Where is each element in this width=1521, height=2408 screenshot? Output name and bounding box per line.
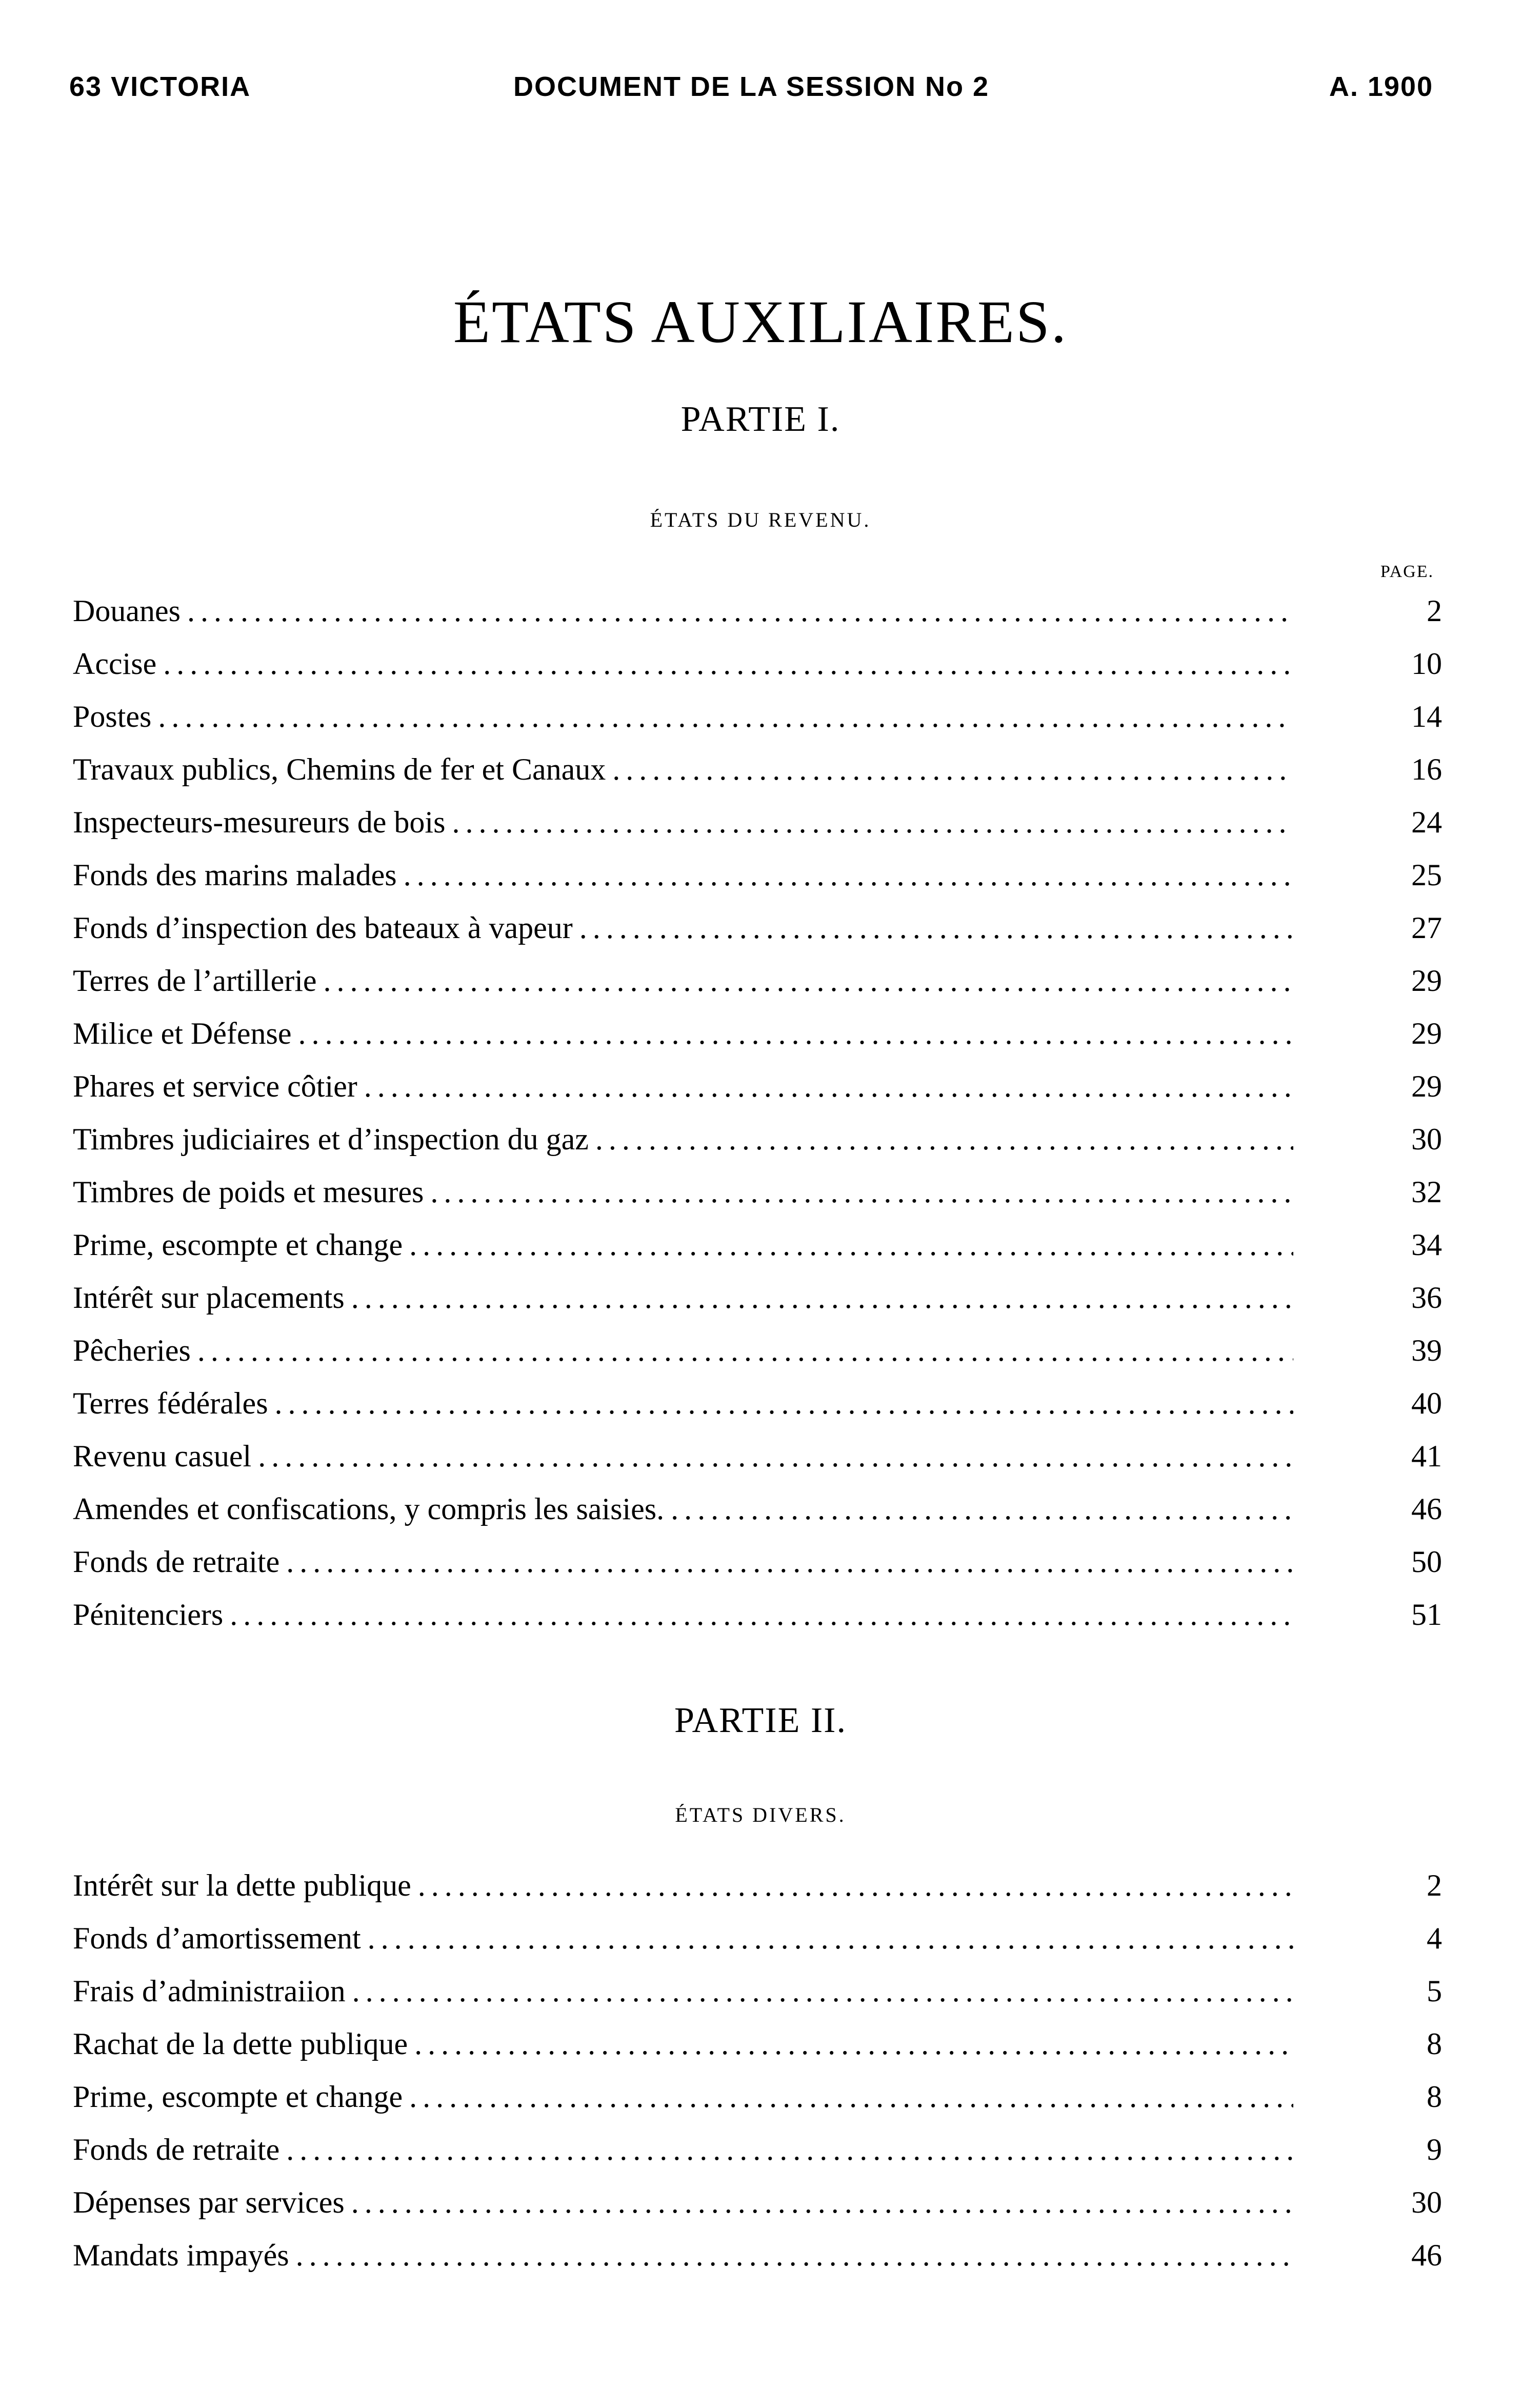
toc-entry xyxy=(73,2176,1442,2229)
toc-entry-page-number: 10 xyxy=(1411,647,1442,681)
toc-entry-label: Dépenses par services xyxy=(73,2185,345,2219)
toc-entry-label-leader xyxy=(73,849,1293,902)
toc-entry-label-leader xyxy=(73,1060,1293,1113)
toc-entry xyxy=(73,1588,1442,1641)
part-2-title: PARTIE II. xyxy=(674,1701,847,1740)
toc-entry xyxy=(73,1219,1442,1271)
toc-entry-page-number: 5 xyxy=(1427,1974,1442,2008)
toc-entry-label-leader xyxy=(73,1588,1293,1641)
toc-entry xyxy=(73,1377,1442,1430)
toc-entry-page-number: 25 xyxy=(1411,858,1442,892)
toc-entry xyxy=(73,1912,1442,1965)
toc-entry xyxy=(73,2018,1442,2071)
toc-entry-page-number: 14 xyxy=(1411,700,1442,733)
part-1-section-title: ÉTATS DU REVENU. xyxy=(650,508,871,531)
toc-entry xyxy=(73,1536,1442,1588)
toc-entry-page-number: 50 xyxy=(1411,1545,1442,1579)
toc-entry-label-leader xyxy=(73,1965,1293,2018)
toc-entry-label: Timbres de poids et mesures xyxy=(73,1175,424,1209)
toc-entry xyxy=(73,2229,1442,2282)
toc-entry-label-leader xyxy=(73,1377,1293,1430)
toc-entry-label-leader xyxy=(73,2018,1293,2071)
toc-entry-label: Inspecteurs-mesureurs de bois xyxy=(73,805,446,839)
toc-entry-label-leader xyxy=(73,2176,1293,2229)
toc-entry-label-leader xyxy=(73,1483,1293,1536)
toc-entry-label-leader xyxy=(73,690,1293,743)
toc-entry xyxy=(73,1324,1442,1377)
toc-entry-label-leader xyxy=(73,743,1293,796)
toc-entry-label-leader xyxy=(73,1219,1293,1271)
toc-entry xyxy=(73,690,1442,743)
toc-entry xyxy=(73,743,1442,796)
toc-entry-label-leader xyxy=(73,954,1293,1007)
toc-entry-label: Revenu casuel xyxy=(73,1439,252,1473)
toc-entry-label: Milice et Défense xyxy=(73,1017,292,1050)
toc-entry-label-leader xyxy=(73,638,1293,690)
toc-entry xyxy=(73,1060,1442,1113)
toc-entry-label: Pénitenciers xyxy=(73,1598,224,1631)
toc-entry xyxy=(73,1483,1442,1536)
toc-entry-label: Frais d’administraiion xyxy=(73,1974,346,2008)
toc-entry-label: Timbres judiciaires et d’inspection du gaz xyxy=(73,1122,589,1156)
toc-entry-page-number: 34 xyxy=(1411,1228,1442,1262)
toc-entry-label-leader xyxy=(73,2229,1293,2282)
toc-entry-page-number: 24 xyxy=(1411,805,1442,839)
toc-entry-label-leader xyxy=(73,1271,1293,1324)
toc-entry-page-number: 29 xyxy=(1411,1069,1442,1103)
toc-entry-label-leader xyxy=(73,1859,1293,1912)
toc-entry-label-leader xyxy=(73,796,1293,849)
toc-entry-label: Travaux publics, Chemins de fer et Canaux xyxy=(73,752,606,786)
toc-entry-label: Terres de l’artillerie xyxy=(73,964,317,998)
toc-entry-page-number: 30 xyxy=(1411,2185,1442,2219)
toc-entry-label: Pêcheries xyxy=(73,1334,191,1367)
toc-entry-page-number: 39 xyxy=(1411,1334,1442,1367)
toc-entry xyxy=(73,638,1442,690)
toc-entry xyxy=(73,1113,1442,1166)
toc-entry-label-leader xyxy=(73,1324,1293,1377)
toc-entry xyxy=(73,1166,1442,1219)
running-header xyxy=(69,71,1433,112)
toc-entry-label: Fonds d’amortissement xyxy=(73,1921,361,1955)
toc-entry xyxy=(73,849,1442,902)
toc-part-2 xyxy=(73,1859,1442,2282)
toc-entry xyxy=(73,1007,1442,1060)
toc-entry xyxy=(73,2123,1442,2176)
toc-part-1 xyxy=(73,585,1442,1641)
header-year: A. 1900 xyxy=(1329,71,1433,102)
toc-entry-label-leader xyxy=(73,1430,1293,1483)
toc-entry-page-number: 29 xyxy=(1411,964,1442,998)
toc-entry-label: Terres fédérales xyxy=(73,1386,268,1420)
toc-entry-page-number: 36 xyxy=(1411,1281,1442,1315)
page-title: ÉTATS AUXILIAIRES. xyxy=(453,288,1068,355)
toc-entry-label: Intérêt sur la dette publique xyxy=(73,1868,411,1902)
toc-entry-label: Intérêt sur placements xyxy=(73,1281,345,1315)
header-document: DOCUMENT DE LA SESSION No 2 xyxy=(513,71,990,102)
toc-entry-label-leader xyxy=(73,1912,1293,1965)
toc-entry-label: Rachat de la dette publique xyxy=(73,2027,408,2061)
toc-entry-page-number: 30 xyxy=(1411,1122,1442,1156)
toc-entry-label-leader xyxy=(73,1166,1293,1219)
page-column-label: PAGE. xyxy=(1380,562,1434,581)
toc-entry xyxy=(73,796,1442,849)
toc-entry-label: Fonds d’inspection des bateaux à vapeur xyxy=(73,911,573,945)
toc-entry-page-number: 32 xyxy=(1411,1175,1442,1209)
toc-entry-page-number: 27 xyxy=(1411,911,1442,945)
toc-entry-label-leader xyxy=(73,1113,1293,1166)
toc-entry-page-number: 51 xyxy=(1411,1598,1442,1631)
toc-entry-label: Fonds des marins malades xyxy=(73,858,397,892)
toc-entry-label-leader xyxy=(73,1007,1293,1060)
toc-entry-page-number: 16 xyxy=(1411,752,1442,786)
toc-entry xyxy=(73,1965,1442,2018)
toc-entry-label-leader xyxy=(73,902,1293,954)
toc-entry xyxy=(73,2071,1442,2123)
toc-entry-label: Fonds de retraite xyxy=(73,1545,280,1579)
toc-entry-label: Phares et service côtier xyxy=(73,1069,357,1103)
toc-entry-label: Accise xyxy=(73,647,157,681)
toc-entry xyxy=(73,1271,1442,1324)
toc-entry-label-leader xyxy=(73,2123,1293,2176)
toc-entry-page-number: 2 xyxy=(1427,1868,1442,1902)
toc-entry-label: Postes xyxy=(73,700,152,733)
toc-entry-label-leader xyxy=(73,1536,1293,1588)
toc-entry-page-number: 41 xyxy=(1411,1439,1442,1473)
toc-entry-label: Prime, escompte et change xyxy=(73,1228,403,1262)
part-1-title: PARTIE I. xyxy=(681,400,840,439)
toc-entry-page-number: 29 xyxy=(1411,1017,1442,1050)
header-volume: 63 VICTORIA xyxy=(69,71,251,102)
toc-entry-page-number: 46 xyxy=(1411,2238,1442,2272)
toc-entry-label: Prime, escompte et change xyxy=(73,2080,403,2114)
toc-entry-page-number: 2 xyxy=(1427,594,1442,628)
toc-entry-page-number: 40 xyxy=(1411,1386,1442,1420)
toc-entry xyxy=(73,954,1442,1007)
toc-entry-label: Mandats impayés xyxy=(73,2238,289,2272)
toc-entry-label-leader xyxy=(73,2071,1293,2123)
toc-entry-label-leader xyxy=(73,585,1293,638)
toc-entry xyxy=(73,1859,1442,1912)
toc-entry-label: Douanes xyxy=(73,594,181,628)
toc-entry-page-number: 9 xyxy=(1427,2133,1442,2166)
toc-entry xyxy=(73,585,1442,638)
toc-entry-label: Fonds de retraite xyxy=(73,2133,280,2166)
toc-entry-page-number: 4 xyxy=(1427,1921,1442,1955)
toc-entry-label: Amendes et confiscations, y compris les saisies. xyxy=(73,1492,665,1526)
toc-entry xyxy=(73,1430,1442,1483)
toc-entry-page-number: 8 xyxy=(1427,2080,1442,2114)
toc-entry xyxy=(73,902,1442,954)
toc-entry-page-number: 46 xyxy=(1411,1492,1442,1526)
toc-entry-page-number: 8 xyxy=(1427,2027,1442,2061)
part-2-section-title: ÉTATS DIVERS. xyxy=(675,1803,846,1826)
